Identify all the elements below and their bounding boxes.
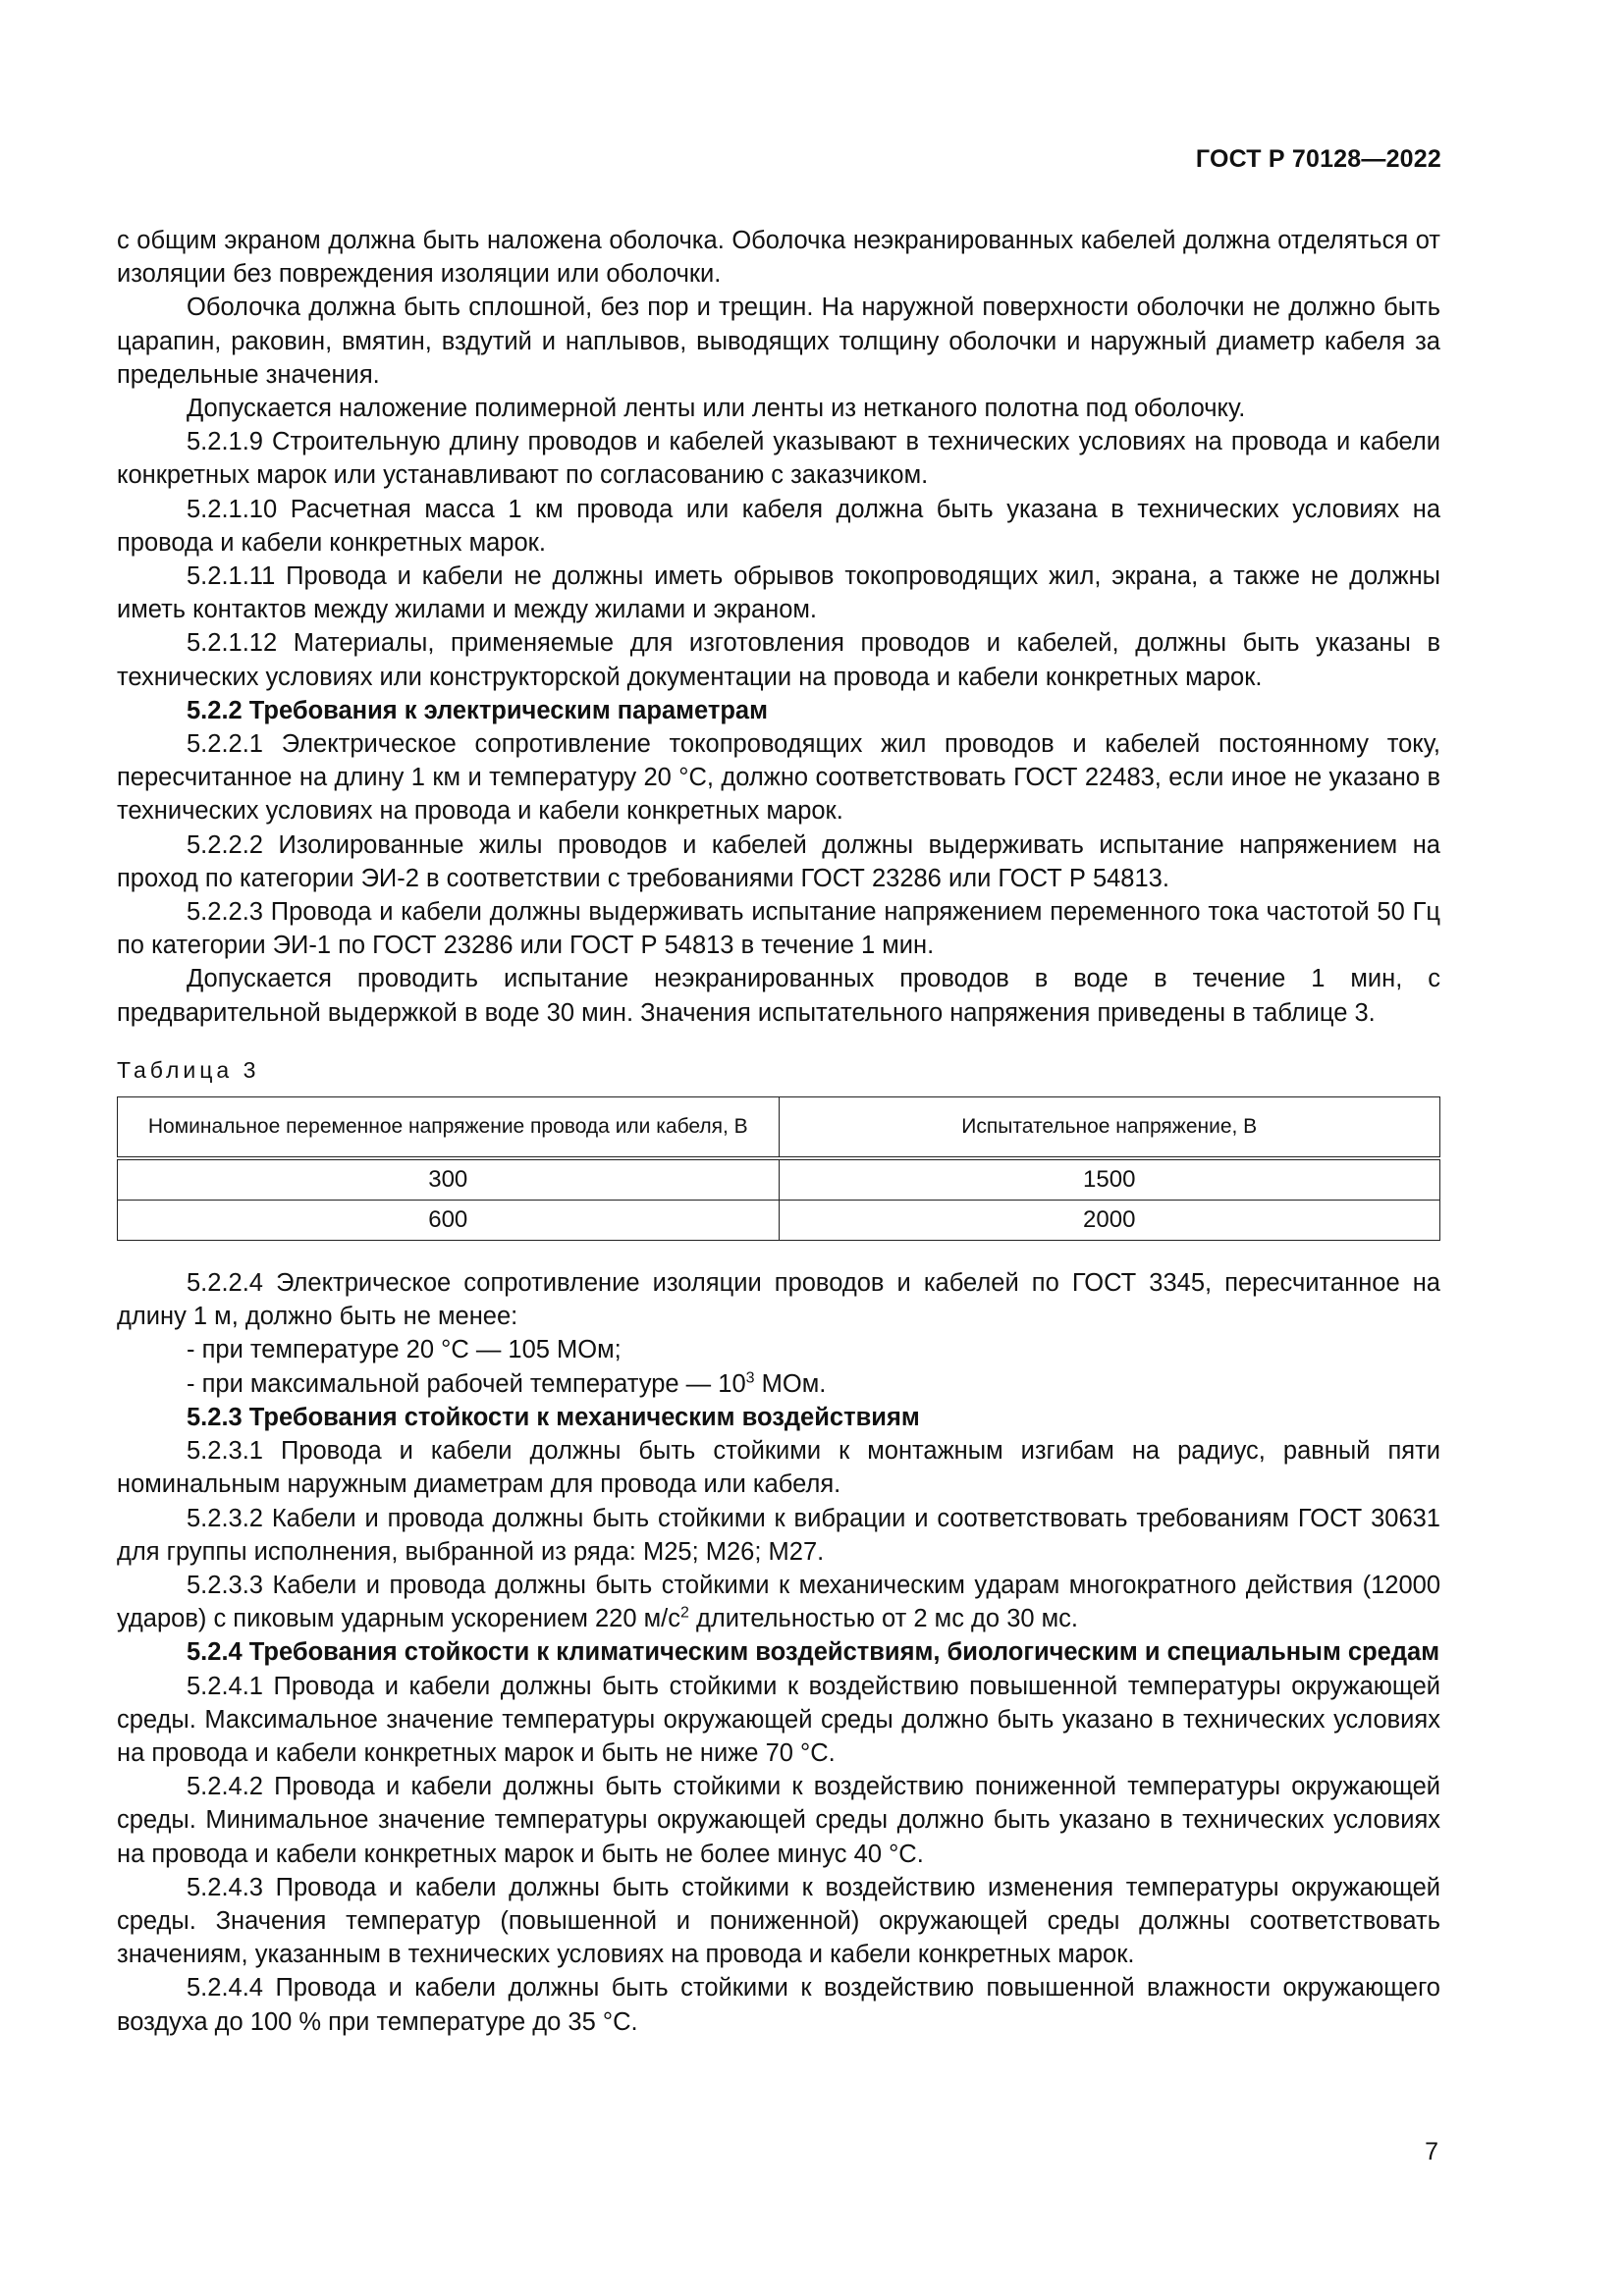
paragraph: с общим экраном должна быть наложена оболочка. Оболочка неэкранированных кабелей должна отделяться от изоляции без повреждения изоляции или оболочки.: [117, 227, 1440, 289]
clause-5-2-4-4: 5.2.4.4 Провода и кабели должны быть стойкими к воздействию повышенной влажности окружающего воздуха до 100 % при температуре до 35 °С.: [117, 1974, 1440, 2036]
table-row: [118, 1201, 1440, 1241]
clause-5-2-1-9: 5.2.1.9 Строительную длину проводов и кабелей указывают в технических условиях на провода и кабели конкретных марок или устанавливают по согласованию с заказчиком.: [117, 428, 1440, 490]
superscript: 3: [745, 1369, 755, 1387]
clause-5-2-1-12: 5.2.1.12 Материалы, применяемые для изготовления проводов и кабелей, должны быть указаны в технических условиях или конструкторской документации на провода и кабели конкретных марок.: [117, 629, 1440, 691]
table-header-cell: Номинальное переменное напряжение провода или кабеля, В: [118, 1097, 780, 1159]
voltage-table: [117, 1096, 1440, 1241]
document-header: ГОСТ Р 70128—2022: [1195, 145, 1441, 173]
section-heading-5-2-4: 5.2.4 Требования стойкости к климатическим воздействиям, биологическим и специальным средам: [187, 1638, 1440, 1667]
page-number: 7: [1425, 2138, 1438, 2165]
clause-5-2-2-1: 5.2.2.1 Электрическое сопротивление токопроводящих жил проводов и кабелей постоянному току, пересчитанное на длину 1 км и температуру 20 °С, должно соответствовать ГОСТ 22483, если иное не указано в технических условиях на провода и кабели конкретных марок.: [117, 730, 1440, 826]
clause-text: 5.2.3.3 Кабели и провода должны быть стойкими к механическим ударам многократного действия (12000 ударов) с пиковым ударным ускорением 220 м/с: [117, 1571, 1440, 1633]
section-heading-5-2-2: 5.2.2 Требования к электрическим параметрам: [187, 696, 768, 724]
clause-5-2-2-3: 5.2.2.3 Провода и кабели должны выдерживать испытание напряжением переменного тока частотой 50 Гц по категории ЭИ-1 по ГОСТ 23286 или ГОСТ Р 54813 в течение 1 мин.: [117, 898, 1440, 960]
superscript: 2: [679, 1604, 689, 1622]
list-item: [117, 1367, 1440, 1401]
table-header-cell: Испытательное напряжение, В: [779, 1097, 1440, 1159]
table-header-row: [118, 1097, 1440, 1159]
document-body: [117, 224, 1440, 2039]
clause-text: длительностью от 2 мс до 30 мс.: [688, 1605, 1079, 1633]
list-item-text: - при максимальной рабочей температуре — 10: [187, 1369, 746, 1398]
table-cell: 2000: [779, 1201, 1440, 1241]
clause-5-2-3-1: 5.2.3.1 Провода и кабели должны быть стойкими к монтажным изгибам на радиус, равный пяти номинальным наружным диаметрам для провода или кабеля.: [117, 1437, 1440, 1499]
section-heading-5-2-3: 5.2.3 Требования стойкости к механическим воздействиям: [187, 1403, 920, 1431]
clause-5-2-4-2: 5.2.4.2 Провода и кабели должны быть стойкими к воздействию пониженной температуры окружающей среды. Минимальное значение температуры окружающей среды должно быть указано в технических условиях на провода и кабели конкретных марок и быть не более минус 40 °С.: [117, 1773, 1440, 1868]
paragraph: Оболочка должна быть сплошной, без пор и трещин. На наружной поверхности оболочки не должно быть царапин, раковин, вмятин, вздутий и наплывов, выводящих толщину оболочки и наружный диаметр кабеля за предельные значения.: [117, 294, 1440, 389]
paragraph: Допускается наложение полимерной ленты или ленты из нетканого полотна под оболочку.: [187, 395, 1246, 423]
clause-5-2-2-2: 5.2.2.2 Изолированные жилы проводов и кабелей должны выдерживать испытание напряжением на проход по категории ЭИ-2 в соответствии с требованиями ГОСТ 23286 или ГОСТ Р 54813.: [117, 830, 1440, 892]
table-cell: 1500: [779, 1158, 1440, 1201]
clause-5-2-3-2: 5.2.3.2 Кабели и провода должны быть стойкими к вибрации и соответствовать требованиям ГОСТ 30631 для группы исполнения, выбранной из ряда: М25; М26; М27.: [117, 1504, 1440, 1566]
table-cell: 300: [118, 1158, 780, 1201]
clause-5-2-3-3: [117, 1569, 1440, 1635]
list-item: - при температуре 20 °С — 105 МОм;: [187, 1336, 622, 1364]
clause-5-2-4-1: 5.2.4.1 Провода и кабели должны быть стойкими к воздействию повышенной температуры окружающей среды. Максимальное значение температуры окружающей среды должно быть указано в технических условиях на провода и кабели конкретных марок и быть не ниже 70 °С.: [117, 1672, 1440, 1767]
paragraph: Допускается проводить испытание неэкранированных проводов в воде в течение 1 мин, с предварительной выдержкой в воде 30 мин. Значения испытательного напряжения приведены в таблице 3.: [117, 965, 1440, 1027]
table-row: [118, 1158, 1440, 1201]
clause-5-2-4-3: 5.2.4.3 Провода и кабели должны быть стойкими к воздействию изменения температуры окружающей среды. Значения температур (повышенной и пониженной) окружающей среды должны соответствовать значениям, указанным в технических условиях на провода и кабели конкретных марок.: [117, 1873, 1440, 1969]
clause-5-2-2-4: 5.2.2.4 Электрическое сопротивление изоляции проводов и кабелей по ГОСТ 3345, пересчитанное на длину 1 м, должно быть не менее:: [117, 1269, 1440, 1331]
table-cell: 600: [118, 1201, 780, 1241]
table-caption: Таблица 3: [117, 1056, 260, 1083]
clause-5-2-1-11: 5.2.1.11 Провода и кабели не должны иметь обрывов токопроводящих жил, экрана, а также не должны иметь контактов между жилами и между жилами и экраном.: [117, 562, 1440, 624]
clause-5-2-1-10: 5.2.1.10 Расчетная масса 1 км провода или кабеля должна быть указана в технических условиях на провода и кабели конкретных марок.: [117, 495, 1440, 557]
list-item-text: МОм.: [754, 1369, 827, 1398]
